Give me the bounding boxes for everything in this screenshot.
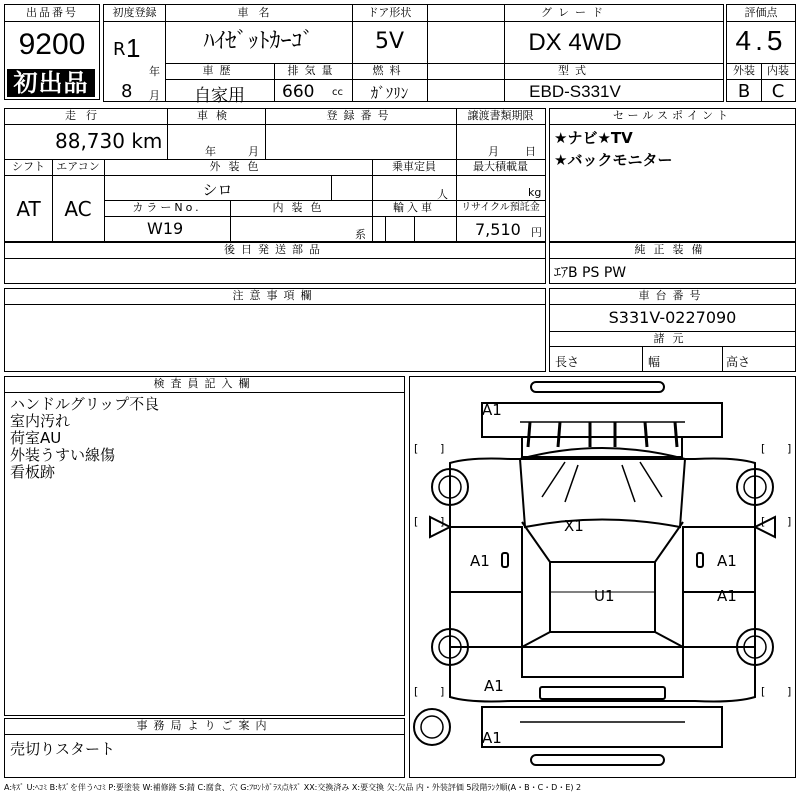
score-box xyxy=(726,4,796,102)
chassis-number: S331V-0227090 xyxy=(608,308,737,327)
transfer-month-unit: 月 xyxy=(488,145,499,158)
int-color-label: 内装色 xyxy=(272,201,330,214)
inspector-line-5: 看板跡 xyxy=(10,463,56,481)
grade-label: グレード xyxy=(541,6,609,19)
lot-number: 9200 xyxy=(18,28,86,61)
year-unit: 年 xyxy=(149,65,160,78)
model: EBD-S331V xyxy=(529,82,621,101)
shift-label: シフト xyxy=(12,160,45,173)
inspection-year-unit: 年 xyxy=(205,145,216,158)
capacity-label: 乗車定員 xyxy=(392,160,436,173)
lot-number-box xyxy=(4,4,100,100)
svg-text:]: ] xyxy=(440,685,445,698)
svg-text:]: ] xyxy=(787,442,792,455)
era: R xyxy=(113,39,126,60)
exterior-label: 外装 xyxy=(733,64,755,77)
later-parts-label: 後日発送部品 xyxy=(224,243,326,256)
svg-text:[: [ xyxy=(761,442,766,455)
dimensions-label: 諸元 xyxy=(653,332,692,345)
int-color-unit: 系 xyxy=(355,228,366,241)
ac-label: エアコン xyxy=(56,160,100,173)
mark-rear: A1 xyxy=(482,729,502,747)
details-box xyxy=(4,108,546,242)
sales-point-1: ★ナビ★TV xyxy=(554,129,633,147)
mark-hood: X1 xyxy=(564,517,584,535)
recycle-fee: 7,510 xyxy=(475,220,521,239)
color-no: W19 xyxy=(147,219,184,238)
interior-label: 内装 xyxy=(767,64,789,77)
transfer-day-unit: 日 xyxy=(525,145,536,158)
first-reg-label: 初度登録 xyxy=(112,6,157,19)
svg-text:]: ] xyxy=(440,442,445,455)
inspector-line-3: 荷室AU xyxy=(10,429,62,447)
lot-number-label: 出品番号 xyxy=(26,6,78,19)
color-no-label: カラーNo. xyxy=(132,201,202,214)
displacement: 660 xyxy=(282,82,315,102)
equipment-box xyxy=(549,242,796,284)
svg-text:[: [ xyxy=(414,442,419,455)
office-box xyxy=(4,718,405,778)
inspector-box xyxy=(4,376,405,716)
fuel-label: 燃料 xyxy=(372,64,407,77)
svg-text:]: ] xyxy=(440,515,445,528)
history-label: 車歴 xyxy=(202,64,237,77)
svg-text:[: [ xyxy=(761,515,766,528)
height-label: 高さ xyxy=(726,355,751,369)
chassis-label: 車台番号 xyxy=(638,289,707,302)
import-label: 輸入車 xyxy=(393,201,435,214)
length-label: 長さ xyxy=(555,355,580,369)
grade: DX 4WD xyxy=(528,29,622,56)
sales-points-label: セールスポイント xyxy=(612,109,732,122)
mark-left-rear: A1 xyxy=(484,677,504,695)
mark-right-rear: A1 xyxy=(717,587,737,605)
model-label: 型式 xyxy=(558,64,592,77)
svg-text:[: [ xyxy=(761,685,766,698)
car-name: ﾊｲｾﾞｯﾄｶｰｺﾞ xyxy=(203,29,314,54)
car-diagram xyxy=(410,377,795,777)
car-name-label: 車名 xyxy=(237,6,280,19)
ext-color: シロ xyxy=(202,181,233,199)
inspector-label: 検査員記入欄 xyxy=(153,377,256,390)
exterior-grade: B xyxy=(737,81,751,102)
inspection-month-unit: 月 xyxy=(248,145,259,158)
door-label: ドア形状 xyxy=(367,6,412,19)
history: 自家用 xyxy=(194,86,245,106)
sales-point-2: ★バックモニター xyxy=(554,151,673,169)
notes-label: 注意事項欄 xyxy=(232,289,318,302)
office-text: 売切りスタート xyxy=(10,740,116,758)
mark-roof: U1 xyxy=(594,587,615,605)
capacity-unit: 人 xyxy=(437,188,448,201)
inspection-label: 車検 xyxy=(197,109,235,122)
office-label: 事務局よりご案内 xyxy=(136,719,273,732)
inspector-line-2: 室内汚れ xyxy=(10,412,71,430)
inspector-line-1: ハンドルグリップ不良 xyxy=(10,395,160,413)
mileage: 88,730 km xyxy=(55,129,163,153)
fuel: ｶﾞｿﾘﾝ xyxy=(370,84,409,102)
recycle-label: リサイクル預託金 xyxy=(461,202,540,213)
svg-text:]: ] xyxy=(787,685,792,698)
payload-unit: kg xyxy=(528,186,542,199)
mark-left-front: A1 xyxy=(470,552,490,570)
later-parts-box xyxy=(4,242,546,284)
width-label: 幅 xyxy=(648,355,661,369)
mileage-label: 走行 xyxy=(65,109,107,122)
shift: AT xyxy=(16,197,41,221)
displacement-unit: cc xyxy=(332,87,343,98)
svg-text:]: ] xyxy=(787,515,792,528)
door-type: 5V xyxy=(374,29,405,54)
notes-box xyxy=(4,288,546,372)
mark-front: A1 xyxy=(482,401,502,419)
score: 4.5 xyxy=(735,25,787,56)
chassis-box xyxy=(549,288,796,372)
reg-year: 1 xyxy=(126,33,141,63)
equipment: ｴｱB PS PW xyxy=(554,265,627,281)
first-listing-text: 初出品 xyxy=(13,69,89,97)
header-main-box xyxy=(103,4,724,106)
reg-number-label: 登録番号 xyxy=(326,109,395,122)
equipment-label: 純正装備 xyxy=(634,243,711,256)
month-unit: 月 xyxy=(149,89,160,102)
legend: A:ｷｽﾞ U:ﾍｺﾐ B:ｷｽﾞを伴うﾍｺﾐ P:要塗装 W:補修跡 S:錆 C:腐食、穴 G:ﾌﾛﾝﾄｶﾞﾗｽ点ｷｽﾞ XX:交換済み X:要交換 欠:欠品 内・外装評価 5段階ﾗﾝｸ順(A・B・C・D・E) 2 xyxy=(4,783,582,792)
reg-month: 8 xyxy=(121,81,133,102)
transfer-docs-label: 譲渡書類期限 xyxy=(467,109,534,122)
recycle-unit: 円 xyxy=(531,226,542,239)
sales-points-box xyxy=(549,108,796,242)
displacement-label: 排気量 xyxy=(287,64,339,77)
mark-right-front: A1 xyxy=(717,552,737,570)
svg-text:[: [ xyxy=(414,685,419,698)
inspector-line-4: 外装うすい線傷 xyxy=(10,446,116,464)
ac: AC xyxy=(64,197,92,221)
damage-diagram-box xyxy=(409,376,796,778)
payload-label: 最大積載量 xyxy=(473,160,528,173)
interior-grade: C xyxy=(771,81,785,102)
ext-color-label: 外装色 xyxy=(209,160,267,173)
score-label: 評価点 xyxy=(744,6,778,19)
svg-text:[: [ xyxy=(414,515,419,528)
first-listing-badge xyxy=(7,69,95,97)
